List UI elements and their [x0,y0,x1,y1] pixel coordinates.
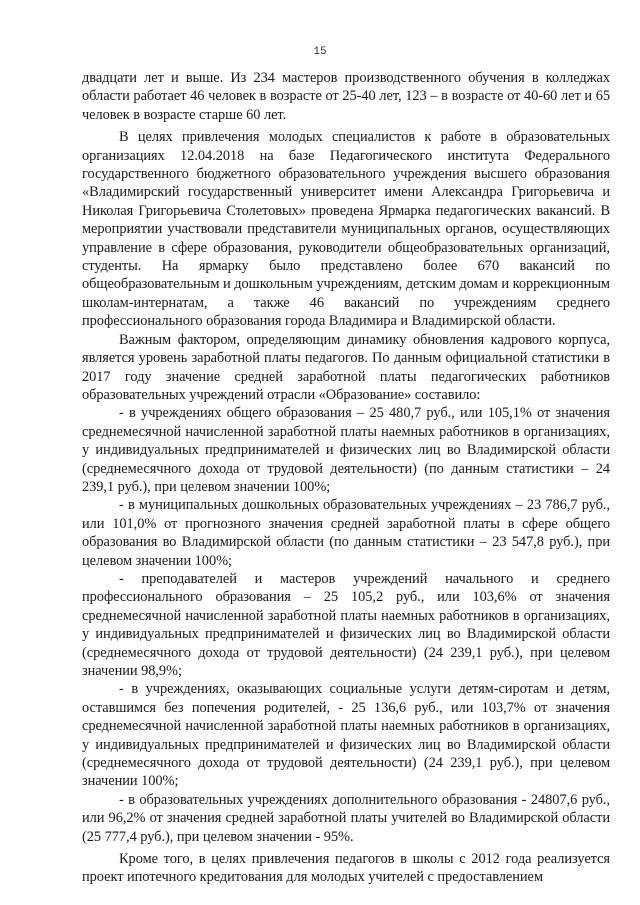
paragraph-salary-intro: Важным фактором, определяющим динамику обновления кадрового корпуса, является уровень заработной платы педагогов. По данным официальной статистики в 2017 году значение средней заработной платы педагогических работников образовательных учреждений отрасли «Образование» составило: [82,331,610,403]
list-item-orphan-services: - в учреждениях, оказывающих социальные услуги детям-сиротам и детям, оставшимся без попечения родителей, - 25 136,6 руб., или 103,7% от значения среднемесячной начисленной заработной платы наемных работников в организациях, у индивидуальных предпринимателей и физических лиц во Владимирской области (среднемесячного дохода от трудовой деятельности) (24 239,1 руб.), при целевом значении 100%; [82,681,610,790]
paragraph-job-fair: В целях привлечения молодых специалистов к работе в образовательных организациях 12.04.2018 на базе Педагогического института Федерального государственного бюджетного образовательного учреждения высшего образования «Владимирский государственный университет имени Александра Григорьевича и Николая Григорьевича Столетовых» проведена Ярмарка педагогических вакансий. В мероприятии участвовали представители муниципальных органов, осуществляющих управление в сфере образования, руководители общеобразовательных организаций, студенты. На ярмарку было представлено более 670 вакансий по общеобразовательным и дошкольным учреждениям, детским домам и коррекционным школам-интернатам, а также 46 вакансий по учреждениям среднего профессионального образования города Владимира и Владимирской области. [82,129,610,330]
document-body [82,69,610,887]
list-item-additional-education: - в образовательных учреждениях дополнительного образования - 24807,6 руб., или 96,2% от значения средней заработной платы учителей во Владимирской области (25 777,4 руб.), при целевом значении - 95%. [82,791,610,845]
paragraph-continuation: двадцати лет и выше. Из 234 мастеров производственного обучения в колледжах области работает 46 человек в возрасте от 25-40 лет, 123 – в возрасте от 40-60 лет и 65 человек в возрасте старше 60 лет. [82,70,610,123]
list-item-preschool: - в муниципальных дошкольных образовательных учреждениях – 23 786,7 руб., или 101,0% от прогнозного значения средней заработной платы в сфере общего образования во Владимирской области (по данным статистики – 23 547,8 руб.), при целевом значении 100%; [82,497,610,569]
list-item-vocational: - преподавателей и мастеров учреждений начального и среднего профессионального образования – 25 105,2 руб., или 103,6% от значения среднемесячной начисленной заработной платы наемных работников в организациях, у индивидуальных предпринимателей и физических лиц во Владимирской области (среднемесячного дохода от трудовой деятельности) (24 239,1 руб.), при целевом значении 98,9%; [82,570,610,679]
list-item-general-education: - в учреждениях общего образования – 25 480,7 руб., или 105,1% от значения среднемесячной начисленной заработной платы наемных работников в организациях, у индивидуальных предпринимателей и физических лиц во Владимирской области (среднемесячного дохода от трудовой деятельности) (по данным статистики – 24 239,1 руб.), при целевом значении 100%; [82,405,610,495]
paragraph-mortgage: Кроме того, в целях привлечения педагогов в школы с 2012 года реализуется проект ипотечного кредитования для молодых учителей с предоставлением [82,851,610,886]
page-number: 15 [313,46,327,58]
